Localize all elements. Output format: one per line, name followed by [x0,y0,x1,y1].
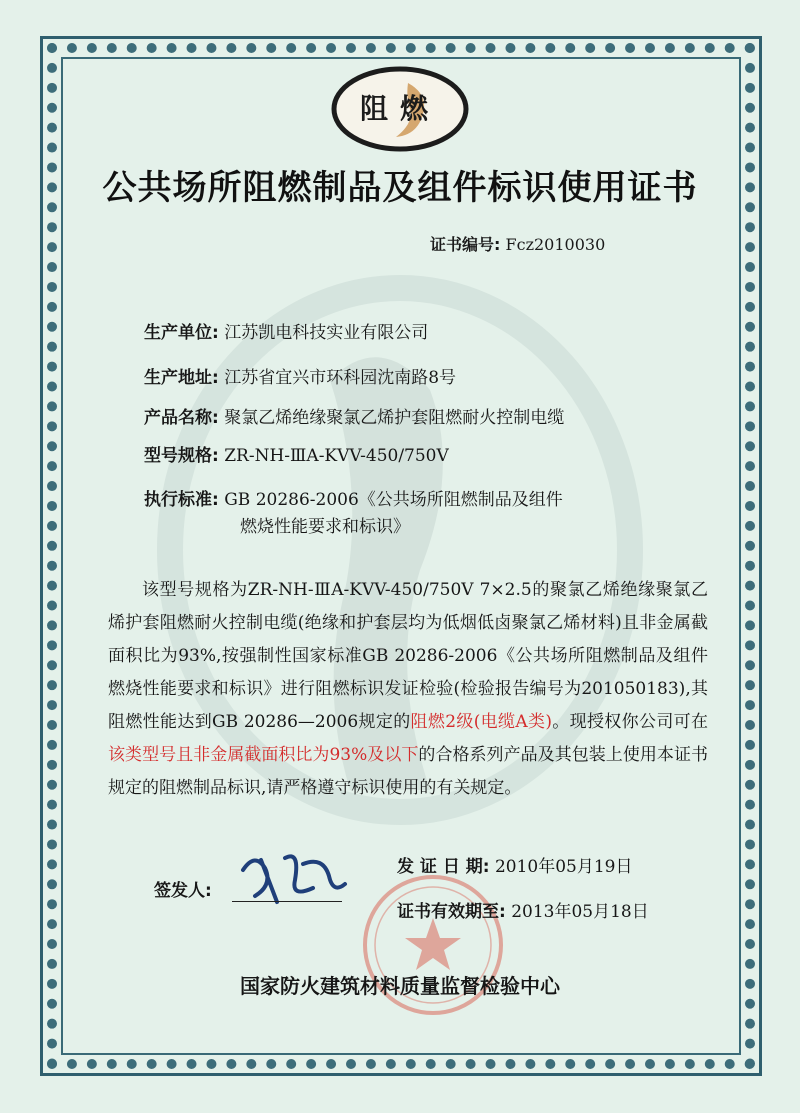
body-text-part1: 该型号规格为ZR-NH-ⅢA-KVV-450/750V 7×2.5的聚氯乙烯绝缘聚氯乙烯护套阻燃耐火控制电缆(绝缘和护套层均为低烟低卤聚氯乙烯材料)且非金属截面积比为93%,按强制性国家标准GB 20286-2006《公共场所阻燃制品及组件燃烧性能要求和标识》进行阻燃标识发证检验(检验报告编号为201050183),其阻燃性能达到GB 20286—2006规定的 [108,580,708,732]
field-value: ZR-NH-ⅢA-KVV-450/750V [224,446,449,466]
signature-line [232,901,342,902]
body-highlight-scope: 该类型号且非金属截面积比为93%及以下 [108,745,419,765]
field-address [144,363,456,388]
signer-label: 签发人: [154,881,212,901]
flame-retardant-emblem [330,65,470,153]
body-text-part2: 。现授权你公司可在 [551,712,708,732]
certificate-body [108,574,708,805]
field-label: 执行标准: [144,490,219,510]
valid-until [397,897,649,922]
field-value: 江苏凯电科技实业有限公司 [224,323,429,343]
issuing-authority: 国家防火建筑材料质量监督检验中心 [240,974,560,998]
certificate-number [430,232,605,255]
valid-until-value: 2013年05月18日 [511,902,649,922]
handwritten-signature [225,840,355,910]
field-producer [144,318,428,343]
emblem-label: 阻燃 [359,92,440,125]
field-value: GB 20286-2006《公共场所阻燃制品及组件 [224,490,563,510]
field-label: 生产单位: [144,323,219,343]
certificate-number-value: Fcz2010030 [505,235,606,254]
issue-date-label: 发 证 日 期: [397,857,490,877]
field-model [144,441,449,466]
field-label: 产品名称: [144,408,219,428]
issue-date-value: 2010年05月19日 [494,857,633,877]
field-value: 江苏省宜兴市环科园沈南路8号 [224,368,457,388]
body-highlight-grade: 阻燃2级(电缆A类) [410,712,552,732]
certificate-number-label: 证书编号: [430,235,501,254]
valid-until-label: 证书有效期至: [397,902,506,922]
field-label: 型号规格: [144,446,219,466]
issue-date [397,852,633,877]
field-value: 聚氯乙烯绝缘聚氯乙烯护套阻燃耐火控制电缆 [224,408,565,428]
field-standard [144,485,563,510]
field-standard-continued: 燃烧性能要求和标识》 [240,517,410,537]
body-text-part3: 的合格系列产品及其包装上使用本证书规定的阻燃制品标识,请严格遵守标识使用的有关规定。 [108,745,708,798]
seal-star-icon [405,918,461,970]
field-label: 生产地址: [144,368,219,388]
field-product-name [144,403,564,428]
certificate-title: 公共场所阻燃制品及组件标识使用证书 [102,168,698,208]
